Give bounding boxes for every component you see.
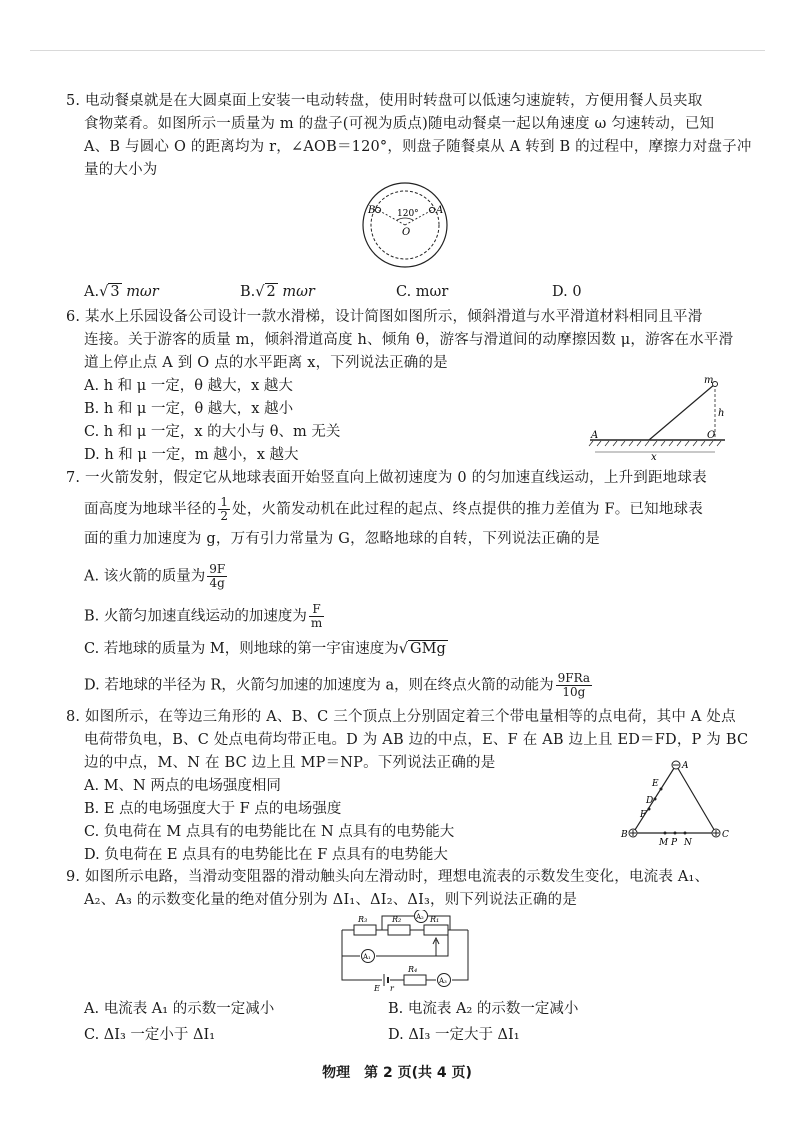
q5-line-1: 5. 电动餐桌就是在大圆桌面上安装一电动转盘，使用时转盘可以低速匀速旋转，方便用餐人员夹取 (66, 93, 703, 109)
q5-label-angle: 120° (397, 209, 419, 219)
q9-line-2: A₂、A₃ 的示数变化量的绝对值分别为 ΔI₁、ΔI₂、ΔI₃，则下列说法正确的是 (84, 892, 578, 908)
q6-line-2: 连接。关于游客的质量 m，倾斜滑道高度 h、倾角 θ，游客与滑道间的动摩擦因数 μ，游客在水平滑 (84, 332, 734, 348)
q6-line-1: 6. 某水上乐园设备公司设计一款水滑梯，设计简图如图所示，倾斜滑道与水平滑道材料相同且平滑 (66, 309, 703, 325)
q9-label-A1: A₁ (363, 953, 371, 961)
q7-line-1: 7. 一火箭发射，假定它从地球表面开始竖直向上做初速度为 0 的匀加速直线运动，上升到距地球表 (66, 470, 707, 486)
q6-label-x: x (651, 452, 657, 460)
q7-option-b: B. 火箭匀加速直线运动的加速度为 $\frac{F}{m}$ (84, 602, 323, 630)
q6-slide-figure (585, 372, 730, 460)
q5-option-d: D. 0 (552, 284, 582, 300)
q5-line-3: A、B 与圆心 O 的距离均为 r，∠AOB＝120°，则盘子随餐桌从 A 转到 B 的过程中，摩擦力对盘子冲 (84, 139, 752, 155)
q5-option-a: A.√ 3 mωr (84, 284, 159, 300)
q8-triangle-figure (618, 755, 733, 850)
q9-option-d: D. ΔI₃ 一定大于 ΔI₁ (388, 1027, 520, 1043)
q9-label-A2: A₂ (416, 913, 424, 921)
q8-label-B: B (621, 830, 628, 840)
q5-line-4: 量的大小为 (84, 162, 158, 178)
q5-option-c: C. mωr (396, 284, 449, 300)
q8-line-3: 边的中点，M、N 在 BC 边上且 MP＝NP。下列说法正确的是 (84, 755, 496, 771)
q5-turntable-figure (360, 180, 450, 270)
q8-option-b: B. E 点的电场强度大于 F 点的电场强度 (84, 801, 342, 817)
q8-option-d: D. 负电荷在 E 点具有的电势能比在 F 点具有的电势能大 (84, 847, 448, 863)
q5-label-O: O (402, 227, 411, 238)
q6-option-b: B. h 和 μ 一定，θ 越大，x 越小 (84, 401, 294, 417)
q6-label-m: m (704, 375, 714, 386)
q8-label-D: D (646, 796, 654, 806)
q8-label-P: P (671, 838, 678, 848)
q9-label-R3: R₃ (358, 915, 368, 924)
q7-line-2: 面高度为地球半径的 $\frac{1}{2}$ 处，火箭发动机在此过程的起点、终点提供的推力差值为 F。已知地球表 (84, 495, 703, 523)
q6-label-h: h (718, 408, 725, 419)
q9-circuit-figure (330, 910, 480, 992)
q7-line-3: 面的重力加速度为 g，万有引力常量为 G，忽略地球的自转，下列说法正确的是 (84, 531, 600, 547)
q9-option-c: C. ΔI₃ 一定小于 ΔI₁ (84, 1027, 216, 1043)
q8-label-N: N (684, 838, 692, 848)
q8-label-F: F (640, 810, 647, 820)
q5-label-A: A (436, 205, 444, 216)
q8-label-A: A (682, 761, 689, 771)
q9-option-a: A. 电流表 A₁ 的示数一定减小 (84, 1001, 275, 1017)
q6-option-a: A. h 和 μ 一定，θ 越大，x 越大 (84, 378, 293, 394)
q8-option-c: C. 负电荷在 M 点具有的电势能比在 N 点具有的电势能大 (84, 824, 455, 840)
q6-option-c: C. h 和 μ 一定，x 的大小与 θ、m 无关 (84, 424, 341, 440)
q8-line-1: 8. 如图所示，在等边三角形的 A、B、C 三个顶点上分别固定着三个带电量相等的点电荷，其中 A 处点 (66, 709, 736, 725)
q5-line-2: 食物菜肴。如图所示一质量为 m 的盘子(可视为质点)随电动餐桌一起以角速度 ω 匀速转动，已知 (84, 116, 715, 132)
q9-option-b: B. 电流表 A₂ 的示数一定减小 (388, 1001, 579, 1017)
q5-label-B: B (368, 205, 376, 216)
q8-line-2: 电荷带负电，B、C 处点电荷均带正电。D 为 AB 边的中点，E、F 在 AB 边上且 ED＝FD，P 为 BC (84, 732, 749, 748)
q8-label-M: M (659, 838, 669, 848)
q9-label-r: r (390, 984, 394, 992)
q6-label-O: O (707, 430, 716, 441)
q9-label-R2: R₂ (392, 915, 402, 924)
q5-option-b: B.√ 2 mωr (240, 284, 315, 300)
q9-label-R1: R₁ (430, 915, 440, 924)
q9-label-R4: R₄ (408, 965, 418, 974)
page-footer: 物理 第 2 页(共 4 页) (322, 1065, 472, 1081)
q8-label-E: E (652, 779, 659, 789)
q9-line-1: 9. 如图所示电路，当滑动变阻器的滑动触头向左滑动时，理想电流表的示数发生变化，电流表 A₁、 (66, 869, 710, 885)
q6-label-A: A (591, 430, 599, 441)
q7-option-c: C. 若地球的质量为 M，则地球的第一宇宙速度为√ GMg (84, 641, 446, 657)
q9-label-A3: A₃ (439, 977, 447, 985)
q9-label-E: E (374, 984, 380, 992)
q7-option-d: D. 若地球的半径为 R，火箭匀加速的加速度为 a，则在终点火箭的动能为 $\frac{\text{9FRa}}{10g}$ (84, 671, 591, 699)
top-rule (30, 50, 765, 51)
q8-label-C: C (722, 830, 729, 840)
q6-line-3: 道上停止点 A 到 O 点的水平距离 x，下列说法正确的是 (84, 355, 448, 371)
q7-option-a: A. 该火箭的质量为 $\frac{9F}{4g}$ (84, 562, 226, 590)
q8-option-a: A. M、N 两点的电场强度相同 (84, 778, 281, 794)
q6-option-d: D. h 和 μ 一定，m 越小，x 越大 (84, 447, 299, 463)
